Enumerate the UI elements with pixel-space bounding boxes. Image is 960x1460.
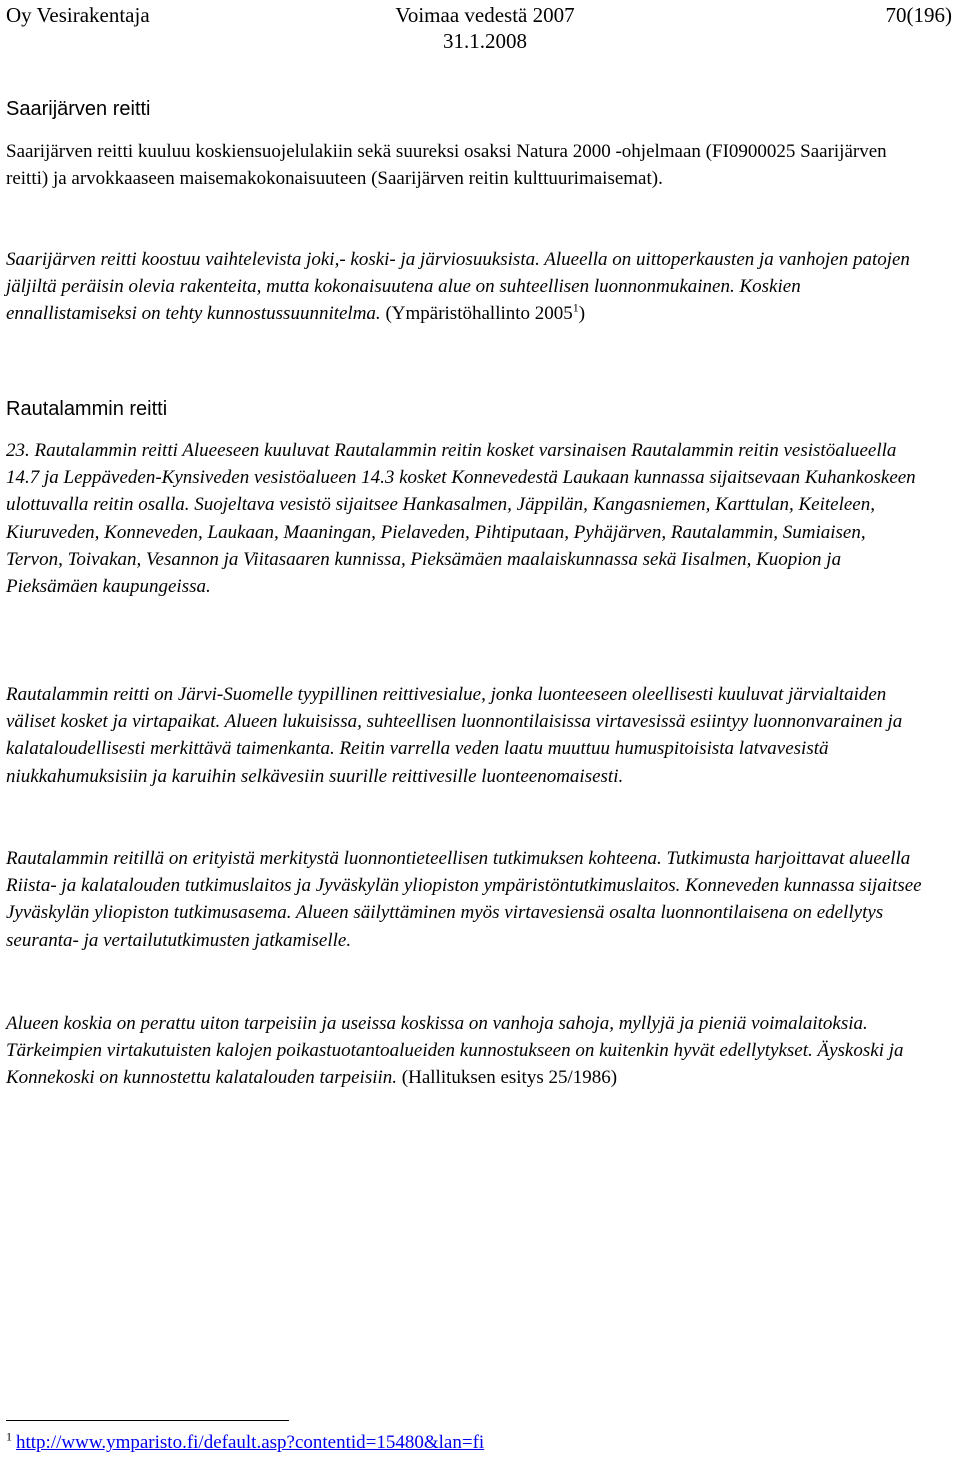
paragraph-rautalampi-research: Rautalammin reitillä on erityistä merkitystä luonnontieteellisen tutkimuksen kohteena. Tutkimusta harjoittavat alueella Riista- ja kalatalouden tutkimuslaitos ja Jyväskylän yliopiston ympäristöntutkimuslaitos. Konneveden kunnassa sijaitsee Jyväskylän yliopiston tutkimusasema. Alueen säilyttäminen myös virtavesiensä osalta luonnontilaisena on edellytys seuranta- ja vertailututkimusten jatkamiselle. (6, 848, 922, 951)
paragraph-rautalampi-character: Rautalammin reitti on Järvi-Suomelle tyypillinen reittivesialue, jonka luonteeseen oleellisesti kuuluvat järvialtaiden väliset kosket ja virtapaikat. Alueen lukuisissa, suhteellisen luonnontilaisissa virtavesissä esiintyy luonnonvarainen ja kalataloudellisesti merkittävä taimenkanta. Reitin varrella veden laatu muuttuu humuspitoisista latvavesistä niukkahumuksisiin ja karuihin selkävesiin suurille reittivesille luonteenomaisesti. (6, 684, 903, 787)
citation-close-paren: ) (578, 303, 586, 325)
footnote-divider (6, 1420, 289, 1421)
footnote-marker: 1 (6, 1429, 12, 1444)
paragraph-rautalampi-area: 23. Rautalammin reitti Alueeseen kuuluvat Rautalammin reitin kosket varsinaisen Rautalammin reitin vesistöalueella 14.7 ja Leppäveden-Kynsiveden vesistöalueen 14.3 kosket Konnevedestä Laukaan kunnassa sijaitsevaan Kuhankoskeen ulottuvalla reitin osalla. Suojeltava vesistö sijaitsee Hankasalmen, Jäppilän, Kangasniemen, Karttulan, Keiteleen, Kiuruveden, Konneveden, Laukaan, Maaningan, Pielaveden, Pihtiputaan, Pyhäjärven, Rautalammin, Sumiaisen, Tervon, Toivakan, Vesannon ja Viitasaaren kunnissa, Pieksämäen maalaiskunnassa sekä Iisalmen, Kuopion ja Pieksämäen kaupungeissa. (6, 440, 916, 598)
footnote (6, 1430, 484, 1456)
paragraph-saarijarvi-description-text: Saarijärven reitti koostuu vaihtelevista joki,- koski- ja järviosuuksista. Alueella on uittoperkausten ja vanhojen patojen jäljiltä peräisin olevia rakenteita, mutta kokonaisuutena alue on suhteellisen luonnonmukainen. Koskien ennallistamiseksi on tehty kunnostussuunnitelma. (6, 249, 910, 325)
header-center (380, 2, 590, 54)
section-title-saarijarvi: Saarijärven reitti (6, 98, 151, 120)
section-title-rautalampi: Rautalammin reitti (6, 398, 168, 420)
citation-ymparistohallinto: (Ympäristöhallinto 2005 (385, 303, 573, 325)
paragraph-saarijarvi-natura: Saarijärven reitti kuuluu koskiensuojelulakiin sekä suureksi osaksi Natura 2000 -ohjelmaan (FI0900025 Saarijärven reitti) ja arvokkaaseen maisemakokonaisuuteen (Saarijärven reitin kulttuurimaisemat). (6, 141, 887, 190)
footnote-link[interactable]: http://www.ymparisto.fi/default.asp?contentid=15480&lan=fi (16, 1432, 485, 1453)
paragraph-rautalampi-restoration (6, 1010, 926, 1092)
citation-hallituksen-esitys: (Hallituksen esitys 25/1986) (401, 1067, 618, 1089)
header-company: Oy Vesirakentaja (6, 3, 150, 27)
header-valid-label: Voimaa vedestä 2007 (395, 3, 575, 27)
footnote-reference-1[interactable]: 1 (572, 301, 579, 316)
header-date: 31.1.2008 (443, 29, 527, 53)
paragraph-saarijarvi-description (6, 246, 926, 328)
header-page-number: 70(196) (885, 3, 952, 27)
paragraph-rautalampi-restoration-text: Alueen koskia on perattu uiton tarpeisiin ja useissa koskissa on vanhoja sahoja, myllyjä ja pieniä voimalaitoksia. Tärkeimpien virtakutuisten kalojen poikastuotantoalueiden kunnostukseen on kuitenkin hyvät edellytykset. Äyskoski ja Konnekoski on kunnostettu kalatalouden tarpeisiin. (6, 1013, 904, 1089)
